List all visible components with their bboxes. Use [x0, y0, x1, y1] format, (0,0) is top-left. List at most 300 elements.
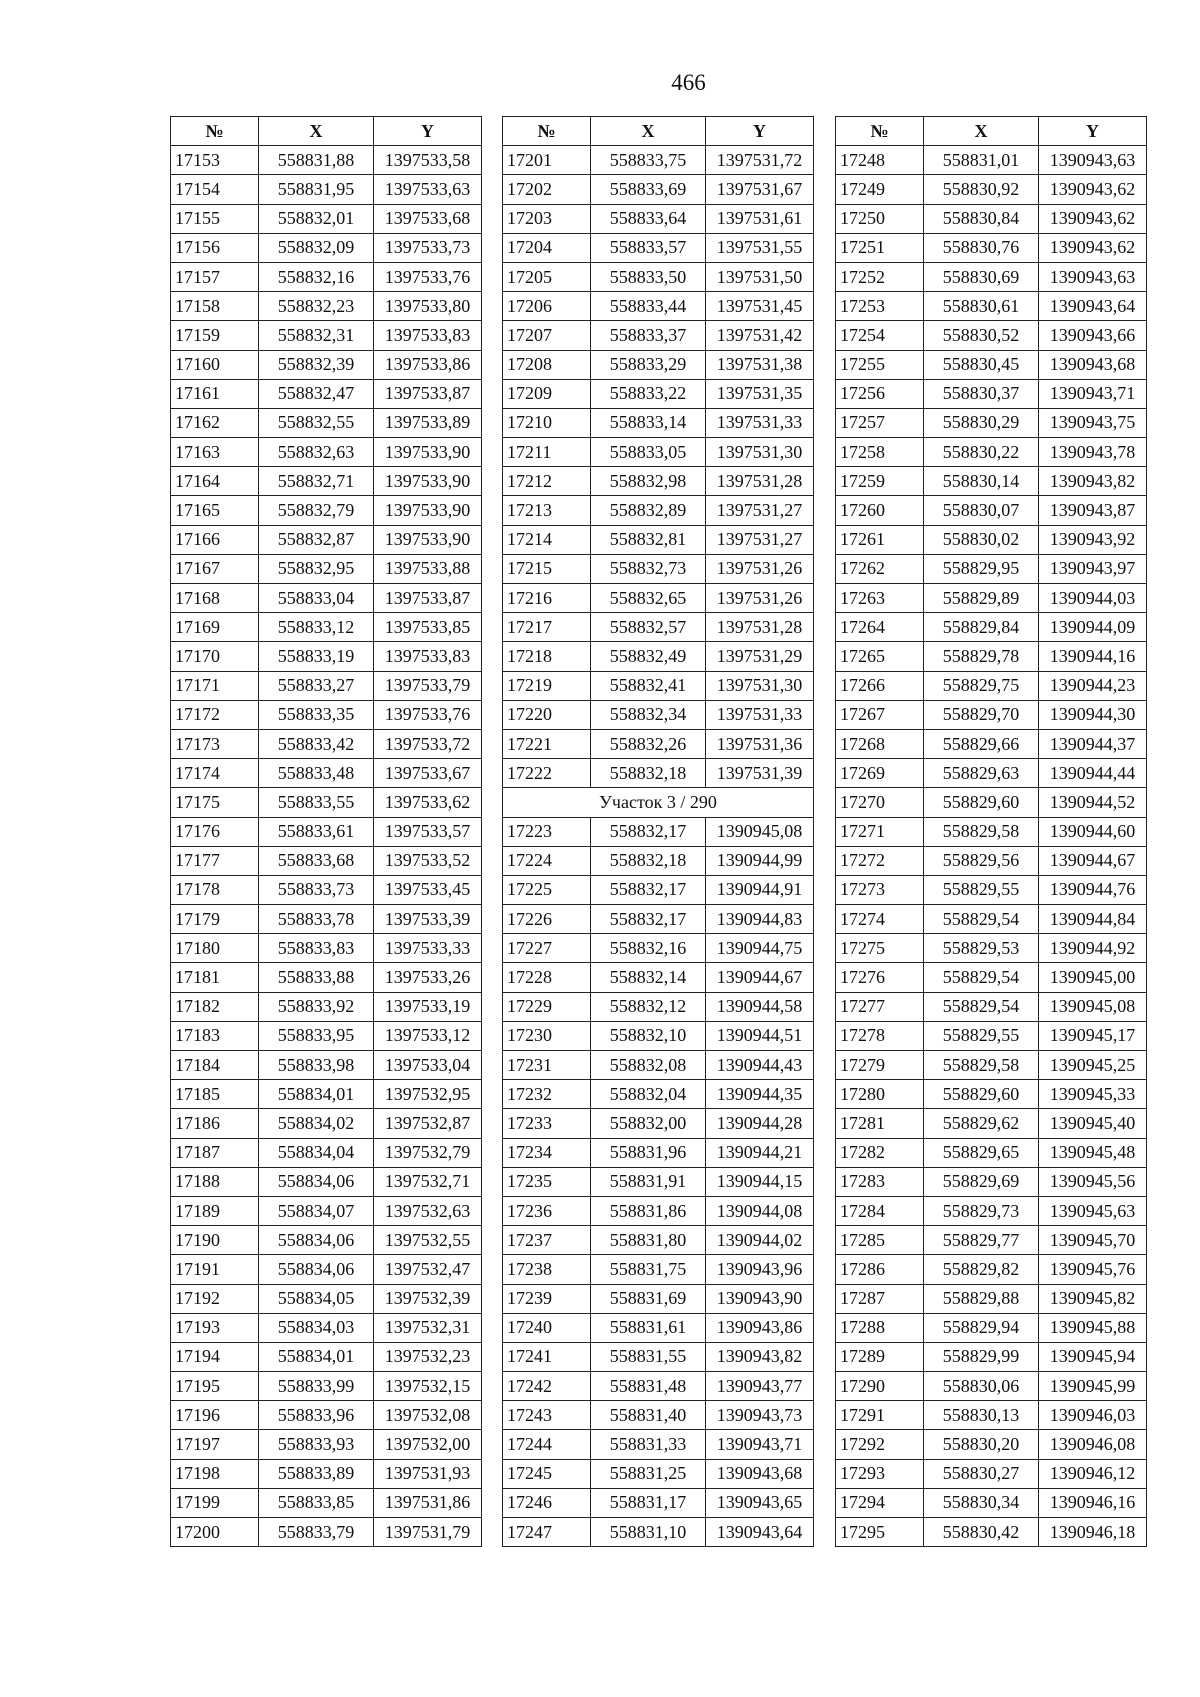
y-coordinate-cell: 1397533,45 — [374, 875, 482, 904]
table-row — [503, 613, 814, 642]
point-number-cell: 17245 — [503, 1459, 591, 1488]
point-number-cell: 17261 — [836, 525, 924, 554]
y-coordinate-cell: 1390945,56 — [1039, 1167, 1147, 1196]
point-number-cell: 17176 — [171, 817, 259, 846]
x-coordinate-cell: 558834,02 — [259, 1109, 374, 1138]
point-number-cell: 17208 — [503, 350, 591, 379]
header-number: № — [171, 117, 259, 146]
table-row — [503, 1021, 814, 1050]
table-row — [836, 467, 1147, 496]
y-coordinate-cell: 1390945,76 — [1039, 1255, 1147, 1284]
point-number-cell: 17242 — [503, 1372, 591, 1401]
y-coordinate-cell: 1390943,66 — [1039, 321, 1147, 350]
x-coordinate-cell: 558831,40 — [591, 1401, 706, 1430]
table-row — [503, 204, 814, 233]
point-number-cell: 17167 — [171, 554, 259, 583]
x-coordinate-cell: 558830,37 — [924, 379, 1039, 408]
y-coordinate-cell: 1397531,79 — [374, 1518, 482, 1547]
point-number-cell: 17218 — [503, 642, 591, 671]
table-row — [171, 1080, 482, 1109]
point-number-cell: 17252 — [836, 262, 924, 291]
point-number-cell: 17159 — [171, 321, 259, 350]
x-coordinate-cell: 558830,29 — [924, 408, 1039, 437]
table-row — [171, 671, 482, 700]
x-coordinate-cell: 558830,20 — [924, 1430, 1039, 1459]
y-coordinate-cell: 1390943,63 — [1039, 146, 1147, 175]
point-number-cell: 17233 — [503, 1109, 591, 1138]
y-coordinate-cell: 1390945,94 — [1039, 1342, 1147, 1371]
x-coordinate-cell: 558829,99 — [924, 1342, 1039, 1371]
table-row — [171, 233, 482, 262]
table-row — [836, 496, 1147, 525]
point-number-cell: 17189 — [171, 1196, 259, 1225]
table-row — [171, 700, 482, 729]
table-row — [503, 963, 814, 992]
table-row — [171, 1051, 482, 1080]
x-coordinate-cell: 558833,96 — [259, 1401, 374, 1430]
x-coordinate-cell: 558832,63 — [259, 438, 374, 467]
table-row — [836, 1284, 1147, 1313]
point-number-cell: 17255 — [836, 350, 924, 379]
x-coordinate-cell: 558831,80 — [591, 1226, 706, 1255]
x-coordinate-cell: 558832,18 — [591, 846, 706, 875]
x-coordinate-cell: 558829,69 — [924, 1167, 1039, 1196]
x-coordinate-cell: 558832,87 — [259, 525, 374, 554]
x-coordinate-cell: 558829,73 — [924, 1196, 1039, 1225]
point-number-cell: 17198 — [171, 1459, 259, 1488]
y-coordinate-cell: 1397533,52 — [374, 846, 482, 875]
x-coordinate-cell: 558829,55 — [924, 1021, 1039, 1050]
table-row — [836, 525, 1147, 554]
point-number-cell: 17187 — [171, 1138, 259, 1167]
y-coordinate-cell: 1390945,99 — [1039, 1372, 1147, 1401]
y-coordinate-cell: 1397531,33 — [706, 700, 814, 729]
x-coordinate-cell: 558830,84 — [924, 204, 1039, 233]
table-row — [171, 204, 482, 233]
x-coordinate-cell: 558833,55 — [259, 788, 374, 817]
y-coordinate-cell: 1397533,76 — [374, 262, 482, 291]
header-number: № — [503, 117, 591, 146]
y-coordinate-cell: 1397531,35 — [706, 379, 814, 408]
x-coordinate-cell: 558831,86 — [591, 1196, 706, 1225]
table-row — [503, 992, 814, 1021]
header-y: Y — [706, 117, 814, 146]
table-row — [171, 292, 482, 321]
table-row — [503, 1051, 814, 1080]
y-coordinate-cell: 1390944,92 — [1039, 934, 1147, 963]
point-number-cell: 17290 — [836, 1372, 924, 1401]
point-number-cell: 17207 — [503, 321, 591, 350]
point-number-cell: 17158 — [171, 292, 259, 321]
point-number-cell: 17257 — [836, 408, 924, 437]
y-coordinate-cell: 1390944,76 — [1039, 875, 1147, 904]
y-coordinate-cell: 1397532,31 — [374, 1313, 482, 1342]
point-number-cell: 17246 — [503, 1488, 591, 1517]
x-coordinate-cell: 558832,81 — [591, 525, 706, 554]
header-y: Y — [1039, 117, 1147, 146]
table-row — [171, 729, 482, 758]
table-row — [836, 1226, 1147, 1255]
x-coordinate-cell: 558834,06 — [259, 1167, 374, 1196]
point-number-cell: 17180 — [171, 934, 259, 963]
table-row — [836, 1372, 1147, 1401]
header-number: № — [836, 117, 924, 146]
x-coordinate-cell: 558831,69 — [591, 1284, 706, 1313]
x-coordinate-cell: 558832,12 — [591, 992, 706, 1021]
point-number-cell: 17248 — [836, 146, 924, 175]
y-coordinate-cell: 1390944,58 — [706, 992, 814, 1021]
y-coordinate-cell: 1390944,75 — [706, 934, 814, 963]
y-coordinate-cell: 1390944,35 — [706, 1080, 814, 1109]
table-row — [171, 875, 482, 904]
point-number-cell: 17264 — [836, 613, 924, 642]
x-coordinate-cell: 558833,19 — [259, 642, 374, 671]
point-number-cell: 17234 — [503, 1138, 591, 1167]
y-coordinate-cell: 1397531,72 — [706, 146, 814, 175]
x-coordinate-cell: 558831,48 — [591, 1372, 706, 1401]
table-row — [836, 1459, 1147, 1488]
y-coordinate-cell: 1390944,44 — [1039, 759, 1147, 788]
y-coordinate-cell: 1397533,87 — [374, 584, 482, 613]
x-coordinate-cell: 558832,26 — [591, 729, 706, 758]
point-number-cell: 17230 — [503, 1021, 591, 1050]
x-coordinate-cell: 558832,00 — [591, 1109, 706, 1138]
x-coordinate-cell: 558833,88 — [259, 963, 374, 992]
point-number-cell: 17293 — [836, 1459, 924, 1488]
x-coordinate-cell: 558832,49 — [591, 642, 706, 671]
point-number-cell: 17284 — [836, 1196, 924, 1225]
point-number-cell: 17184 — [171, 1051, 259, 1080]
y-coordinate-cell: 1397531,45 — [706, 292, 814, 321]
y-coordinate-cell: 1397533,73 — [374, 233, 482, 262]
point-number-cell: 17157 — [171, 262, 259, 291]
y-coordinate-cell: 1397531,28 — [706, 613, 814, 642]
x-coordinate-cell: 558833,98 — [259, 1051, 374, 1080]
table-row — [503, 379, 814, 408]
point-number-cell: 17202 — [503, 175, 591, 204]
x-coordinate-cell: 558830,02 — [924, 525, 1039, 554]
y-coordinate-cell: 1390945,17 — [1039, 1021, 1147, 1050]
table-row — [171, 934, 482, 963]
y-coordinate-cell: 1390944,21 — [706, 1138, 814, 1167]
point-number-cell: 17273 — [836, 875, 924, 904]
point-number-cell: 17219 — [503, 671, 591, 700]
x-coordinate-cell: 558833,73 — [259, 875, 374, 904]
x-coordinate-cell: 558830,92 — [924, 175, 1039, 204]
x-coordinate-cell: 558830,27 — [924, 1459, 1039, 1488]
point-number-cell: 17217 — [503, 613, 591, 642]
table-row — [171, 613, 482, 642]
point-number-cell: 17224 — [503, 846, 591, 875]
x-coordinate-cell: 558830,34 — [924, 1488, 1039, 1517]
point-number-cell: 17153 — [171, 146, 259, 175]
table-row — [503, 934, 814, 963]
point-number-cell: 17236 — [503, 1196, 591, 1225]
x-coordinate-cell: 558833,29 — [591, 350, 706, 379]
point-number-cell: 17186 — [171, 1109, 259, 1138]
x-coordinate-cell: 558832,57 — [591, 613, 706, 642]
point-number-cell: 17274 — [836, 905, 924, 934]
y-coordinate-cell: 1390944,09 — [1039, 613, 1147, 642]
point-number-cell: 17200 — [171, 1518, 259, 1547]
point-number-cell: 17258 — [836, 438, 924, 467]
y-coordinate-cell: 1397533,26 — [374, 963, 482, 992]
table-row — [171, 379, 482, 408]
y-coordinate-cell: 1397533,33 — [374, 934, 482, 963]
x-coordinate-cell: 558833,85 — [259, 1488, 374, 1517]
table-row — [503, 1226, 814, 1255]
y-coordinate-cell: 1390943,63 — [1039, 262, 1147, 291]
table-row — [503, 875, 814, 904]
table-row — [503, 146, 814, 175]
table-row — [836, 613, 1147, 642]
point-number-cell: 17214 — [503, 525, 591, 554]
table-row — [836, 262, 1147, 291]
y-coordinate-cell: 1397533,63 — [374, 175, 482, 204]
table-row — [503, 1196, 814, 1225]
point-number-cell: 17190 — [171, 1226, 259, 1255]
x-coordinate-cell: 558833,99 — [259, 1372, 374, 1401]
point-number-cell: 17231 — [503, 1051, 591, 1080]
table-row — [171, 642, 482, 671]
x-coordinate-cell: 558832,08 — [591, 1051, 706, 1080]
y-coordinate-cell: 1397532,87 — [374, 1109, 482, 1138]
point-number-cell: 17287 — [836, 1284, 924, 1313]
table-row — [836, 1021, 1147, 1050]
point-number-cell: 17209 — [503, 379, 591, 408]
point-number-cell: 17225 — [503, 875, 591, 904]
table-row — [503, 1372, 814, 1401]
table-row — [836, 204, 1147, 233]
x-coordinate-cell: 558829,54 — [924, 963, 1039, 992]
x-coordinate-cell: 558829,60 — [924, 788, 1039, 817]
x-coordinate-cell: 558829,88 — [924, 1284, 1039, 1313]
x-coordinate-cell: 558831,96 — [591, 1138, 706, 1167]
y-coordinate-cell: 1397532,47 — [374, 1255, 482, 1284]
x-coordinate-cell: 558833,42 — [259, 729, 374, 758]
point-number-cell: 17229 — [503, 992, 591, 1021]
y-coordinate-cell: 1390945,08 — [706, 817, 814, 846]
point-number-cell: 17181 — [171, 963, 259, 992]
table-row — [836, 1167, 1147, 1196]
y-coordinate-cell: 1390944,67 — [706, 963, 814, 992]
table-row — [503, 467, 814, 496]
x-coordinate-cell: 558832,14 — [591, 963, 706, 992]
table-row — [171, 1167, 482, 1196]
y-coordinate-cell: 1390943,64 — [706, 1518, 814, 1547]
point-number-cell: 17279 — [836, 1051, 924, 1080]
point-number-cell: 17192 — [171, 1284, 259, 1313]
table-row — [503, 350, 814, 379]
y-coordinate-cell: 1390944,60 — [1039, 817, 1147, 846]
table-row — [836, 1138, 1147, 1167]
y-coordinate-cell: 1397533,58 — [374, 146, 482, 175]
y-coordinate-cell: 1390946,08 — [1039, 1430, 1147, 1459]
point-number-cell: 17241 — [503, 1342, 591, 1371]
x-coordinate-cell: 558829,55 — [924, 875, 1039, 904]
point-number-cell: 17205 — [503, 262, 591, 291]
x-coordinate-cell: 558829,95 — [924, 554, 1039, 583]
x-coordinate-cell: 558829,53 — [924, 934, 1039, 963]
header-x: X — [591, 117, 706, 146]
y-coordinate-cell: 1390944,84 — [1039, 905, 1147, 934]
x-coordinate-cell: 558831,55 — [591, 1342, 706, 1371]
y-coordinate-cell: 1390943,73 — [706, 1401, 814, 1430]
y-coordinate-cell: 1397533,83 — [374, 321, 482, 350]
x-coordinate-cell: 558834,05 — [259, 1284, 374, 1313]
x-coordinate-cell: 558829,70 — [924, 700, 1039, 729]
y-coordinate-cell: 1397533,83 — [374, 642, 482, 671]
x-coordinate-cell: 558830,42 — [924, 1518, 1039, 1547]
x-coordinate-cell: 558832,16 — [591, 934, 706, 963]
point-number-cell: 17169 — [171, 613, 259, 642]
x-coordinate-cell: 558832,23 — [259, 292, 374, 321]
y-coordinate-cell: 1390946,03 — [1039, 1401, 1147, 1430]
point-number-cell: 17172 — [171, 700, 259, 729]
x-coordinate-cell: 558831,01 — [924, 146, 1039, 175]
table-row — [503, 1488, 814, 1517]
point-number-cell: 17259 — [836, 467, 924, 496]
point-number-cell: 17288 — [836, 1313, 924, 1342]
x-coordinate-cell: 558832,98 — [591, 467, 706, 496]
y-coordinate-cell: 1397531,30 — [706, 671, 814, 700]
point-number-cell: 17289 — [836, 1342, 924, 1371]
x-coordinate-cell: 558833,04 — [259, 584, 374, 613]
y-coordinate-cell: 1397533,90 — [374, 496, 482, 525]
point-number-cell: 17292 — [836, 1430, 924, 1459]
y-coordinate-cell: 1397532,79 — [374, 1138, 482, 1167]
y-coordinate-cell: 1390943,82 — [706, 1342, 814, 1371]
point-number-cell: 17213 — [503, 496, 591, 525]
table-row — [836, 554, 1147, 583]
table-row — [503, 1109, 814, 1138]
table-row — [171, 467, 482, 496]
point-number-cell: 17188 — [171, 1167, 259, 1196]
x-coordinate-cell: 558834,04 — [259, 1138, 374, 1167]
table-row — [171, 963, 482, 992]
point-number-cell: 17228 — [503, 963, 591, 992]
point-number-cell: 17253 — [836, 292, 924, 321]
x-coordinate-cell: 558833,35 — [259, 700, 374, 729]
point-number-cell: 17276 — [836, 963, 924, 992]
point-number-cell: 17161 — [171, 379, 259, 408]
x-coordinate-cell: 558832,71 — [259, 467, 374, 496]
x-coordinate-cell: 558829,63 — [924, 759, 1039, 788]
table-row — [503, 438, 814, 467]
table-row — [836, 992, 1147, 1021]
table-row — [836, 671, 1147, 700]
x-coordinate-cell: 558830,06 — [924, 1372, 1039, 1401]
x-coordinate-cell: 558833,89 — [259, 1459, 374, 1488]
point-number-cell: 17294 — [836, 1488, 924, 1517]
x-coordinate-cell: 558832,89 — [591, 496, 706, 525]
point-number-cell: 17165 — [171, 496, 259, 525]
x-coordinate-cell: 558832,01 — [259, 204, 374, 233]
y-coordinate-cell: 1390943,97 — [1039, 554, 1147, 583]
y-coordinate-cell: 1397533,85 — [374, 613, 482, 642]
y-coordinate-cell: 1397533,57 — [374, 817, 482, 846]
y-coordinate-cell: 1390943,62 — [1039, 175, 1147, 204]
y-coordinate-cell: 1390945,63 — [1039, 1196, 1147, 1225]
point-number-cell: 17216 — [503, 584, 591, 613]
x-coordinate-cell: 558832,17 — [591, 875, 706, 904]
table-row — [836, 1401, 1147, 1430]
y-coordinate-cell: 1390944,30 — [1039, 700, 1147, 729]
point-number-cell: 17156 — [171, 233, 259, 262]
point-number-cell: 17227 — [503, 934, 591, 963]
point-number-cell: 17272 — [836, 846, 924, 875]
table-row — [171, 1459, 482, 1488]
point-number-cell: 17183 — [171, 1021, 259, 1050]
x-coordinate-cell: 558832,55 — [259, 408, 374, 437]
x-coordinate-cell: 558833,78 — [259, 905, 374, 934]
y-coordinate-cell: 1397532,23 — [374, 1342, 482, 1371]
y-coordinate-cell: 1390943,62 — [1039, 233, 1147, 262]
x-coordinate-cell: 558833,68 — [259, 846, 374, 875]
x-coordinate-cell: 558832,18 — [591, 759, 706, 788]
point-number-cell: 17179 — [171, 905, 259, 934]
table-row — [503, 671, 814, 700]
table-row — [171, 1401, 482, 1430]
point-number-cell: 17256 — [836, 379, 924, 408]
y-coordinate-cell: 1390943,87 — [1039, 496, 1147, 525]
point-number-cell: 17221 — [503, 729, 591, 758]
x-coordinate-cell: 558832,09 — [259, 233, 374, 262]
y-coordinate-cell: 1390944,37 — [1039, 729, 1147, 758]
table-row — [503, 554, 814, 583]
y-coordinate-cell: 1397532,63 — [374, 1196, 482, 1225]
y-coordinate-cell: 1397533,76 — [374, 700, 482, 729]
y-coordinate-cell: 1397532,08 — [374, 1401, 482, 1430]
point-number-cell: 17291 — [836, 1401, 924, 1430]
y-coordinate-cell: 1397531,28 — [706, 467, 814, 496]
table-header-row — [836, 117, 1147, 146]
point-number-cell: 17223 — [503, 817, 591, 846]
y-coordinate-cell: 1397531,93 — [374, 1459, 482, 1488]
y-coordinate-cell: 1390945,08 — [1039, 992, 1147, 1021]
x-coordinate-cell: 558833,93 — [259, 1430, 374, 1459]
table-row — [836, 963, 1147, 992]
x-coordinate-cell: 558830,14 — [924, 467, 1039, 496]
point-number-cell: 17212 — [503, 467, 591, 496]
x-coordinate-cell: 558831,91 — [591, 1167, 706, 1196]
x-coordinate-cell: 558832,39 — [259, 350, 374, 379]
y-coordinate-cell: 1390943,77 — [706, 1372, 814, 1401]
point-number-cell: 17250 — [836, 204, 924, 233]
x-coordinate-cell: 558829,54 — [924, 992, 1039, 1021]
table-header-row — [503, 117, 814, 146]
x-coordinate-cell: 558829,89 — [924, 584, 1039, 613]
table-row — [836, 233, 1147, 262]
table-row — [836, 408, 1147, 437]
table-row — [836, 292, 1147, 321]
x-coordinate-cell: 558833,83 — [259, 934, 374, 963]
y-coordinate-cell: 1397533,39 — [374, 905, 482, 934]
x-coordinate-cell: 558829,65 — [924, 1138, 1039, 1167]
x-coordinate-cell: 558830,61 — [924, 292, 1039, 321]
y-coordinate-cell: 1397533,79 — [374, 671, 482, 700]
point-number-cell: 17160 — [171, 350, 259, 379]
table-row — [836, 642, 1147, 671]
point-number-cell: 17281 — [836, 1109, 924, 1138]
x-coordinate-cell: 558830,76 — [924, 233, 1039, 262]
x-coordinate-cell: 558834,06 — [259, 1255, 374, 1284]
x-coordinate-cell: 558832,31 — [259, 321, 374, 350]
point-number-cell: 17262 — [836, 554, 924, 583]
y-coordinate-cell: 1397533,04 — [374, 1051, 482, 1080]
point-number-cell: 17238 — [503, 1255, 591, 1284]
point-number-cell: 17285 — [836, 1226, 924, 1255]
